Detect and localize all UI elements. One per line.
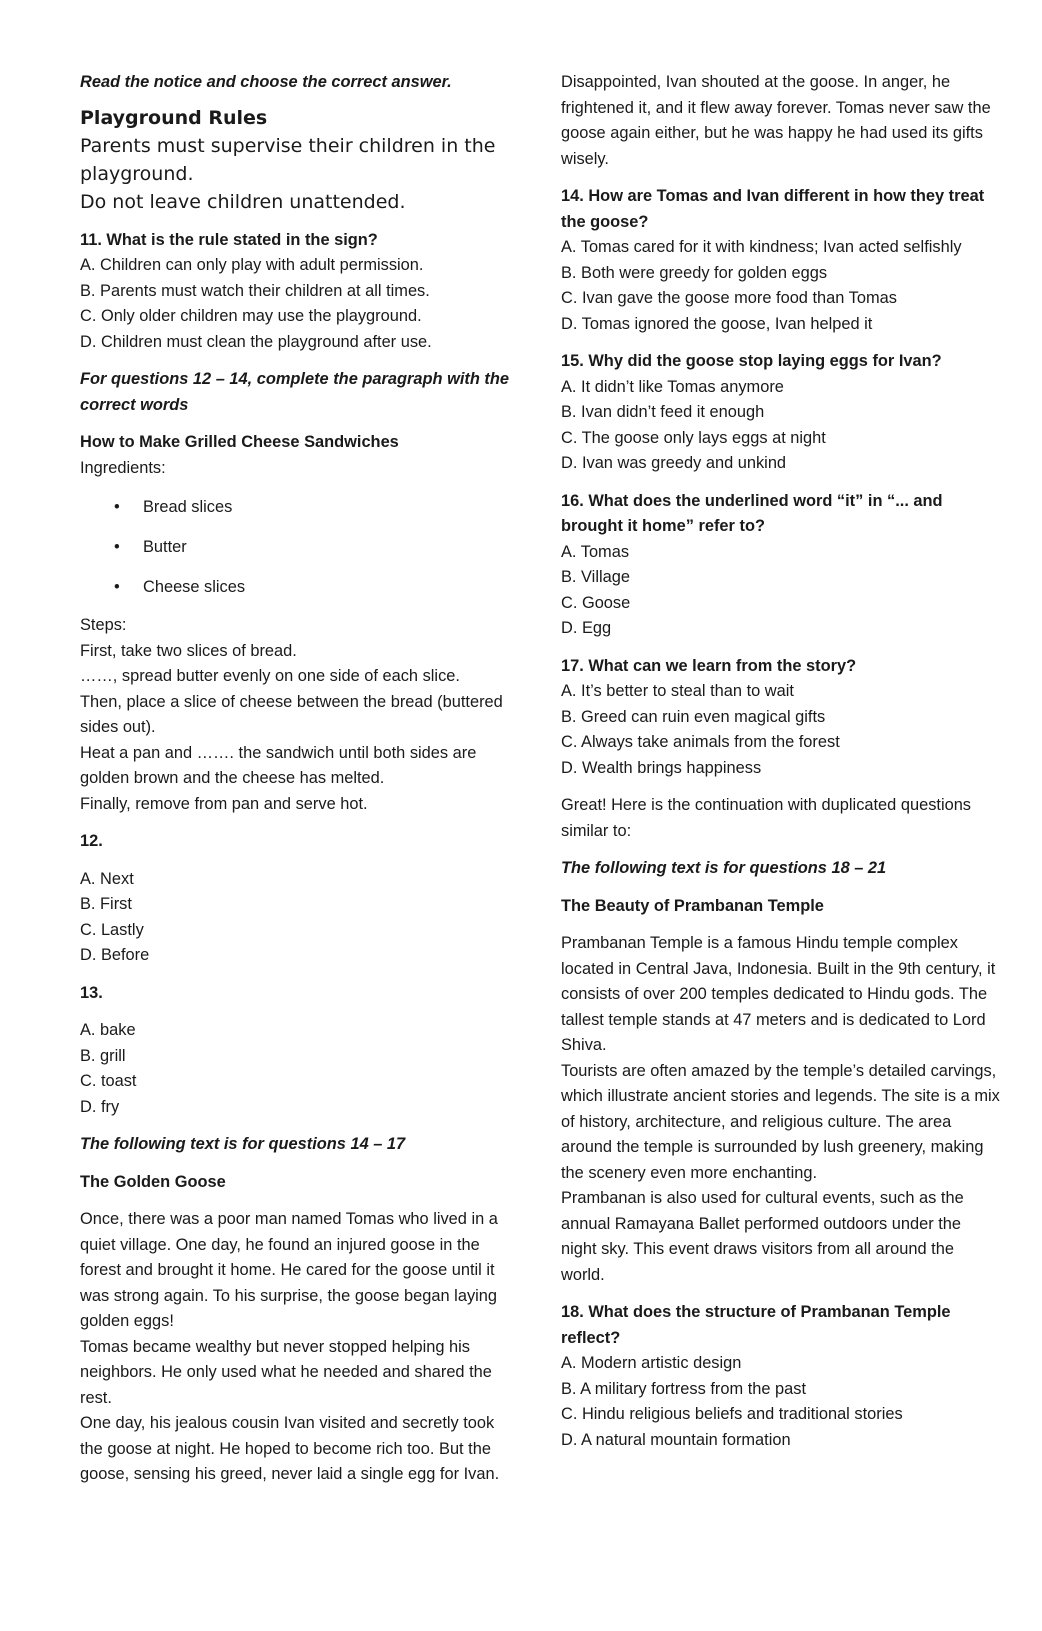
option-b: B. Ivan didn’t feed it enough: [561, 403, 765, 421]
option-c: C. Lastly: [80, 920, 144, 939]
sign-title: Playground Rules: [80, 106, 268, 129]
option-b: B. First: [80, 895, 132, 913]
question-text: 14. How are Tomas and Ivan different in how they treat the goose?: [561, 187, 985, 231]
option-c: C. Only older children may use the playground.: [80, 307, 422, 325]
step-4: Heat a pan and ……. the sandwich until both sides are golden brown and the cheese has melted.: [80, 743, 477, 787]
temple-paragraph-2: Tourists are often amazed by the temple’s detailed carvings, which illustrate ancient stories and legends. The site is a mix of history, architecture, and religious culture. The area around the temple is surrounded by lush greenery, making the scenery even more enchanting.: [561, 1061, 1000, 1182]
option-c: C. Always take animals from the forest: [561, 733, 840, 751]
option-d: D. A natural mountain formation: [561, 1430, 791, 1449]
option-d: D. Ivan was greedy and unkind: [561, 454, 787, 472]
option-a: A. Children can only play with adult permission.: [80, 256, 424, 274]
story-paragraph-1: Once, there was a poor man named Tomas who lived in a quiet village. One day, he found an injured goose in the forest and brought it home. He cared for the goose until it was strong again. To his surprise, the goose began laying golden eggs!: [80, 1210, 498, 1330]
option-a: A. Modern artistic design: [561, 1354, 742, 1372]
option-b: B. Greed can ruin even magical gifts: [561, 707, 826, 726]
question-13-options: [80, 1018, 520, 1120]
option-d: D. Egg: [561, 619, 612, 637]
sign-line-2: Do not leave children unattended.: [80, 190, 406, 213]
question-16: [561, 489, 1001, 642]
option-c: C. The goose only lays eggs at night: [561, 428, 826, 447]
question-text: 15. Why did the goose stop laying eggs for Ivan?: [561, 352, 942, 370]
option-c: C. Ivan gave the goose more food than Tomas: [561, 289, 897, 307]
question-13-number: 13.: [80, 983, 103, 1002]
question-18: [561, 1300, 1001, 1453]
option-d: D. Children must clean the playground after use.: [80, 332, 432, 351]
question-15: [561, 349, 1001, 477]
recipe-title: How to Make Grilled Cheese Sandwiches: [80, 433, 399, 451]
option-a: A. Tomas: [561, 542, 630, 561]
right-column: [561, 70, 1001, 1453]
ingredients-list: [80, 487, 520, 607]
question-text: 16. What does the underlined word “it” in “... and brought it home” refer to?: [561, 491, 943, 535]
ingredient-item: • Cheese slices: [80, 567, 520, 607]
question-11: [80, 228, 520, 356]
steps-label: Steps:: [80, 616, 127, 634]
option-c: C. toast: [80, 1072, 137, 1090]
question-text: 17. What can we learn from the story?: [561, 656, 857, 675]
option-b: B. grill: [80, 1046, 126, 1065]
option-a: A. Tomas cared for it with kindness; Ivan acted selfishly: [561, 238, 962, 256]
story-ending: Disappointed, Ivan shouted at the goose. In anger, he frightened it, and it flew away forever. Tomas never saw the goose again either, but he was happy he had used its gifts wisely.: [561, 73, 991, 168]
story-title: The Golden Goose: [80, 1172, 226, 1191]
question-14: [561, 184, 1001, 337]
question-text: 18. What does the structure of Prambanan Temple reflect?: [561, 1303, 951, 1347]
step-5: Finally, remove from pan and serve hot.: [80, 794, 368, 813]
option-a: A. It didn’t like Tomas anymore: [561, 377, 784, 396]
option-a: A. It’s better to steal than to wait: [561, 682, 794, 700]
option-a: A. Next: [80, 869, 134, 888]
temple-paragraph-3: Prambanan is also used for cultural events, such as the annual Ramayana Ballet performed outdoors under the night sky. This event draws visitors from all around the world.: [561, 1189, 964, 1284]
option-b: B. A military fortress from the past: [561, 1379, 807, 1398]
notice-instruction: Read the notice and choose the correct answer.: [80, 73, 452, 91]
question-12-number: 12.: [80, 832, 103, 850]
instruction-12-14: For questions 12 – 14, complete the paragraph with the correct words: [80, 370, 509, 414]
instruction-14-17: The following text is for questions 14 – 17: [80, 1135, 406, 1153]
temple-title: The Beauty of Prambanan Temple: [561, 896, 824, 915]
continuation-note: Great! Here is the continuation with duplicated questions similar to:: [561, 796, 972, 840]
temple-paragraph-1: Prambanan Temple is a famous Hindu temple complex located in Central Java, Indonesia. Built in the 9th century, it consists of over 200 temples dedicated to Hindu gods. The tallest temple stands at 47 meters and is dedicated to Lord Shiva.: [561, 934, 996, 1054]
question-text: 11. What is the rule stated in the sign?: [80, 230, 378, 249]
option-b: B. Both were greedy for golden eggs: [561, 263, 828, 282]
step-1: First, take two slices of bread.: [80, 641, 297, 660]
option-a: A. bake: [80, 1021, 136, 1039]
step-3: Then, place a slice of cheese between the bread (buttered sides out).: [80, 692, 503, 736]
question-12-options: [80, 867, 520, 969]
option-b: B. Parents must watch their children at all times.: [80, 281, 430, 300]
option-c: C. Goose: [561, 593, 631, 612]
instruction-18-21: The following text is for questions 18 – 21: [561, 859, 887, 877]
story-paragraph-2: Tomas became wealthy but never stopped helping his neighbors. He only used what he needed and shared the rest.: [80, 1337, 492, 1407]
sign-line-1: Parents must supervise their children in the playground.: [80, 134, 496, 185]
option-b: B. Village: [561, 568, 630, 586]
ingredient-item: • Butter: [80, 527, 520, 567]
option-d: D. Tomas ignored the goose, Ivan helped it: [561, 314, 873, 333]
story-paragraph-3: One day, his jealous cousin Ivan visited and secretly took the goose at night. He hoped to become rich too. But the goose, sensing his greed, never laid a single egg for Ivan.: [80, 1414, 500, 1483]
ingredient-item: • Bread slices: [80, 487, 520, 527]
option-c: C. Hindu religious beliefs and traditional stories: [561, 1405, 903, 1423]
ingredients-label: Ingredients:: [80, 458, 166, 477]
option-d: D. Wealth brings happiness: [561, 758, 762, 777]
left-column: [80, 70, 520, 1488]
step-2: ……, spread butter evenly on one side of each slice.: [80, 667, 460, 685]
option-d: D. fry: [80, 1097, 120, 1116]
question-17: [561, 654, 1001, 782]
option-d: D. Before: [80, 946, 150, 964]
